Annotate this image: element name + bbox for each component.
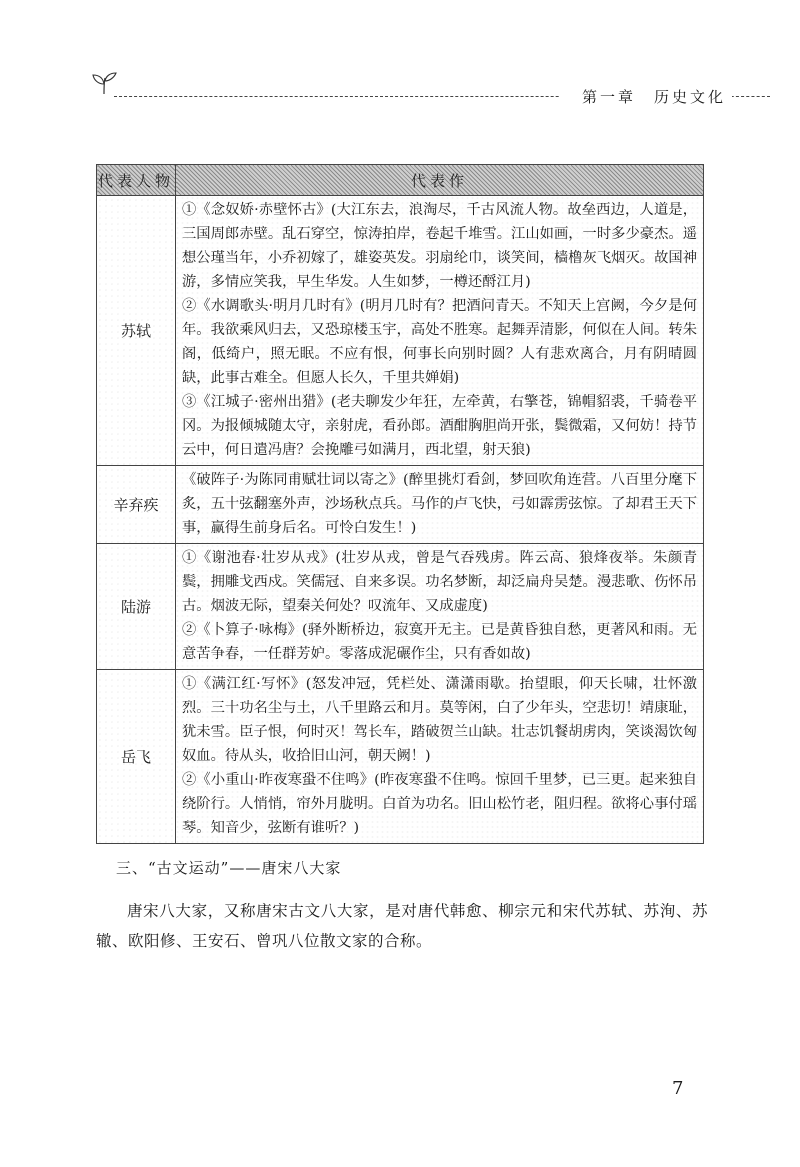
poet-works	[176, 544, 704, 670]
table-row	[97, 466, 704, 544]
work-text: ②《水调歌头·明月几时有》(明月几时有？把酒问青天。不知天上宫阙，今夕是何年。我欲乘风归去，又恐琼楼玉宇，高处不胜寒。起舞弄清影，何似在人间。转朱阁，低绮户，照无眠。不应有恨，何事长向别时圆？人有悲欢离合，月有阴晴圆缺，此事古难全。但愿人长久，千里共婵娟)	[182, 298, 697, 386]
work-text: ③《江城子·密州出猎》(老夫聊发少年狂，左牵黄，右擎苍，锦帽貂裘，千骑卷平冈。为报倾城随太守，亲射虎，看孙郎。酒酣胸胆尚开张，鬓微霜，又何妨！持节云中，何日遣冯唐？会挽雕弓如满月，西北望，射天狼)	[182, 394, 697, 458]
column-header-poet: 代表人物	[97, 165, 176, 196]
sprout-icon	[90, 70, 120, 96]
section-heading: 三、“古文运动”——唐宋八大家	[116, 859, 342, 877]
table-row	[97, 196, 704, 466]
body-paragraph: 唐宋八大家，又称唐宋古文八大家，是对唐代韩愈、柳宗元和宋代苏轼、苏洵、苏辙、欧阳修、王安石、曾巩八位散文家的合称。	[96, 901, 708, 950]
work-text: 《破阵子·为陈同甫赋壮词以寄之》(醉里挑灯看剑，梦回吹角连营。八百里分麾下炙，五十弦翻塞外声，沙场秋点兵。马作的卢飞快，弓如霹雳弦惊。了却君王天下事，赢得生前身后名。可怜白发生！)	[182, 472, 697, 536]
work-text: ①《谢池春·壮岁从戎》(壮岁从戎，曾是气吞残虏。阵云高、狼烽夜举。朱颜青鬓，拥雕戈西戍。笑儒冠、自来多误。功名梦断，却泛扁舟吴楚。漫悲歌、伤怀吊古。烟波无际，望秦关何处？叹流年、又成虚度)	[182, 550, 697, 614]
page-number: 7	[672, 1078, 684, 1099]
table-header-row	[97, 165, 704, 196]
poet-name: 陆游	[97, 544, 176, 670]
work-text: ①《满江红·写怀》(怒发冲冠，凭栏处、潇潇雨歇。抬望眼，仰天长啸，壮怀激烈。三十功名尘与土，八千里路云和月。莫等闲，白了少年头，空悲切！靖康耻，犹未雪。臣子恨，何时灭！驾长车，踏破贺兰山缺。壮志饥餐胡虏肉，笑谈渴饮匈奴血。待从头，收拾旧山河，朝天阙！)	[182, 676, 697, 764]
poets-table	[96, 164, 704, 844]
page-header	[90, 70, 770, 110]
work-text: ②《小重山·昨夜寒蛩不住鸣》(昨夜寒蛩不住鸣。惊回千里梦，已三更。起来独自绕阶行。人悄悄，帘外月胧明。白首为功名。旧山松竹老，阻归程。欲将心事付瑶琴。知音少，弦断有谁听？)	[182, 772, 697, 836]
column-header-works: 代表作	[176, 165, 704, 196]
poet-name: 岳飞	[97, 670, 176, 844]
work-text: ①《念奴娇·赤壁怀古》(大江东去，浪淘尽，千古风流人物。故垒西边，人道是，三国周郎赤壁。乱石穿空，惊涛拍岸，卷起千堆雪。江山如画，一时多少豪杰。遥想公瑾当年，小乔初嫁了，雄姿英发。羽扇纶巾，谈笑间，樯橹灰飞烟灭。故国神游，多情应笑我，早生华发。人生如梦，一樽还酹江月)	[182, 202, 697, 290]
poet-works	[176, 670, 704, 844]
work-text: ②《卜算子·咏梅》(驿外断桥边，寂寞开无主。已是黄昏独自愁，更著风和雨。无意苦争春，一任群芳妒。零落成泥碾作尘，只有香如故)	[182, 622, 697, 662]
poet-works	[176, 196, 704, 466]
poet-works	[176, 466, 704, 544]
chapter-title: 第一章 历史文化	[560, 86, 732, 107]
table-row	[97, 544, 704, 670]
table-row	[97, 670, 704, 844]
poet-name: 辛弃疾	[97, 466, 176, 544]
poet-name: 苏轼	[97, 196, 176, 466]
